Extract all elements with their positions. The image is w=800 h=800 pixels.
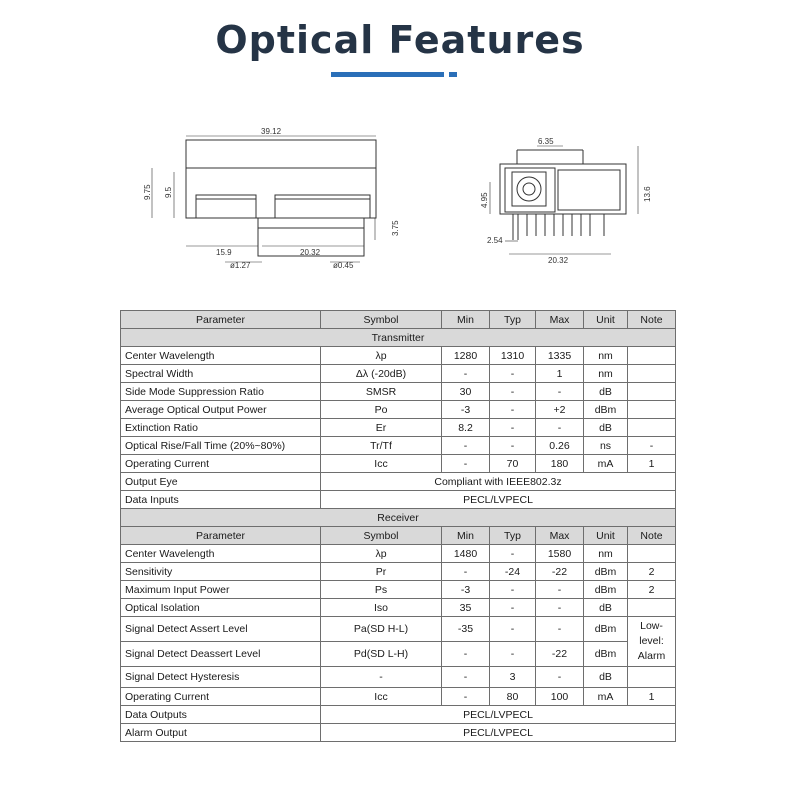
spec-table (120, 310, 676, 742)
cell-typ: - (490, 599, 536, 617)
cell-value: PECL/LVPECL (321, 724, 676, 742)
column-header: Symbol (321, 527, 442, 545)
cell-min: - (442, 455, 490, 473)
cell-param: Average Optical Output Power (121, 401, 321, 419)
cell-max: - (536, 599, 584, 617)
cell-unit: dBm (584, 617, 628, 642)
cell-max: 0.26 (536, 437, 584, 455)
column-header: Parameter (121, 311, 321, 329)
cell-unit: dB (584, 599, 628, 617)
table-row (121, 581, 676, 599)
cell-symbol: Po (321, 401, 442, 419)
cell-symbol: Pa(SD H-L) (321, 617, 442, 642)
cell-symbol: Tr/Tf (321, 437, 442, 455)
column-header: Unit (584, 311, 628, 329)
cell-min: - (442, 437, 490, 455)
cell-max: - (536, 617, 584, 642)
cell-param: Signal Detect Deassert Level (121, 642, 321, 667)
cell-symbol: Icc (321, 455, 442, 473)
cell-value: PECL/LVPECL (321, 706, 676, 724)
column-header: Typ (490, 527, 536, 545)
cell-param: Operating Current (121, 688, 321, 706)
cell-min: 1280 (442, 347, 490, 365)
table-row (121, 545, 676, 563)
cell-note: Low-level: Alarm (628, 617, 676, 667)
dim-port-height: 4.95 (480, 192, 489, 208)
cell-param: Optical Rise/Fall Time (20%~80%) (121, 437, 321, 455)
cell-param: Alarm Output (121, 724, 321, 742)
cell-symbol: Ps (321, 581, 442, 599)
cell-symbol: λp (321, 347, 442, 365)
cell-param: Output Eye (121, 473, 321, 491)
cell-param: Optical Isolation (121, 599, 321, 617)
cell-max: - (536, 419, 584, 437)
table-row (121, 688, 676, 706)
cell-note (628, 365, 676, 383)
cell-max: 180 (536, 455, 584, 473)
table-header-row (121, 527, 676, 545)
cell-note: 1 (628, 455, 676, 473)
cell-param: Spectral Width (121, 365, 321, 383)
cell-unit: dBm (584, 642, 628, 667)
cell-param: Center Wavelength (121, 545, 321, 563)
table-row (121, 667, 676, 688)
front-view (490, 146, 638, 254)
dim-pins: 20.32 (300, 248, 321, 257)
cell-min: - (442, 642, 490, 667)
cell-typ: - (490, 365, 536, 383)
table-row (121, 706, 676, 724)
column-header: Max (536, 527, 584, 545)
cell-param: Data Outputs (121, 706, 321, 724)
cell-typ: 70 (490, 455, 536, 473)
cell-symbol: - (321, 667, 442, 688)
cell-min: 35 (442, 599, 490, 617)
table-row (121, 617, 676, 642)
cell-param: Side Mode Suppression Ratio (121, 383, 321, 401)
section-transmitter (121, 329, 676, 347)
cell-unit: nm (584, 545, 628, 563)
page-title: Optical Features (215, 18, 585, 62)
column-header: Note (628, 527, 676, 545)
cell-symbol: SMSR (321, 383, 442, 401)
cell-value: Compliant with IEEE802.3z (321, 473, 676, 491)
cell-note (628, 383, 676, 401)
table-row (121, 473, 676, 491)
cell-min: - (442, 563, 490, 581)
cell-note (628, 545, 676, 563)
cell-note (628, 599, 676, 617)
table-row (121, 724, 676, 742)
table-row (121, 563, 676, 581)
cell-max: - (536, 383, 584, 401)
cell-typ: -24 (490, 563, 536, 581)
table-row (121, 455, 676, 473)
table-row (121, 491, 676, 509)
column-header: Min (442, 527, 490, 545)
cell-note: 2 (628, 563, 676, 581)
dim-pin-span: 20.32 (548, 256, 569, 265)
cell-typ: - (490, 437, 536, 455)
cell-symbol: Er (321, 419, 442, 437)
column-header: Unit (584, 527, 628, 545)
cell-typ: - (490, 383, 536, 401)
cell-typ: 1310 (490, 347, 536, 365)
cell-symbol: Δλ (-20dB) (321, 365, 442, 383)
cell-typ: - (490, 581, 536, 599)
section-receiver (121, 509, 676, 527)
cell-min: - (442, 667, 490, 688)
table-row (121, 419, 676, 437)
cell-symbol: Iso (321, 599, 442, 617)
cell-note (628, 667, 676, 688)
table-row (121, 599, 676, 617)
table-header-row (121, 311, 676, 329)
cell-value: PECL/LVPECL (321, 491, 676, 509)
cell-min: - (442, 365, 490, 383)
column-header: Min (442, 311, 490, 329)
cell-param: Center Wavelength (121, 347, 321, 365)
cell-unit: dB (584, 667, 628, 688)
cell-param: Data Inputs (121, 491, 321, 509)
cell-symbol: Icc (321, 688, 442, 706)
cell-typ: 80 (490, 688, 536, 706)
cell-param: Signal Detect Assert Level (121, 617, 321, 642)
side-view (152, 136, 376, 262)
dim-top-width: 6.35 (538, 137, 554, 146)
cell-max: 1580 (536, 545, 584, 563)
cell-max: - (536, 667, 584, 688)
cell-typ: - (490, 401, 536, 419)
cell-typ: - (490, 642, 536, 667)
column-header: Note (628, 311, 676, 329)
section-transmitter-label: Transmitter (121, 329, 676, 347)
cell-typ: 3 (490, 667, 536, 688)
cell-unit: nm (584, 347, 628, 365)
cell-min: -35 (442, 617, 490, 642)
column-header: Max (536, 311, 584, 329)
dim-height-inner: 9.5 (164, 186, 173, 198)
dim-total-length: 39.12 (261, 127, 282, 136)
cell-unit: ns (584, 437, 628, 455)
cell-note: 2 (628, 581, 676, 599)
cell-min: 1480 (442, 545, 490, 563)
cell-unit: dBm (584, 581, 628, 599)
mechanical-drawing (0, 0, 800, 300)
cell-typ: - (490, 545, 536, 563)
cell-param: Signal Detect Hysteresis (121, 667, 321, 688)
cell-max: -22 (536, 563, 584, 581)
cell-min: 8.2 (442, 419, 490, 437)
cell-param: Sensitivity (121, 563, 321, 581)
cell-param: Operating Current (121, 455, 321, 473)
table-row (121, 347, 676, 365)
dim-pin-dia-right: ø0.45 (333, 261, 354, 270)
cell-unit: mA (584, 455, 628, 473)
dim-pin-pitch: 2.54 (487, 236, 503, 245)
table-row (121, 365, 676, 383)
cell-param: Maximum Input Power (121, 581, 321, 599)
cell-max: -22 (536, 642, 584, 667)
table-row (121, 437, 676, 455)
cell-unit: mA (584, 688, 628, 706)
table-row (121, 642, 676, 667)
cell-max: 100 (536, 688, 584, 706)
cell-max: - (536, 581, 584, 599)
cell-symbol: Pr (321, 563, 442, 581)
cell-note: 1 (628, 688, 676, 706)
cell-min: -3 (442, 401, 490, 419)
cell-note (628, 401, 676, 419)
section-receiver-label: Receiver (121, 509, 676, 527)
cell-symbol: Pd(SD L-H) (321, 642, 442, 667)
cell-symbol: λp (321, 545, 442, 563)
cell-max: 1335 (536, 347, 584, 365)
cell-typ: - (490, 617, 536, 642)
cell-unit: dB (584, 419, 628, 437)
column-header: Typ (490, 311, 536, 329)
cell-note: - (628, 437, 676, 455)
dim-pin-dia-left: ø1.27 (230, 261, 251, 270)
column-header: Symbol (321, 311, 442, 329)
dim-height-outer: 9.75 (143, 184, 152, 200)
cell-unit: dBm (584, 563, 628, 581)
cell-min: - (442, 688, 490, 706)
cell-note (628, 419, 676, 437)
column-header: Parameter (121, 527, 321, 545)
table-row (121, 401, 676, 419)
dim-pin-height: 3.75 (391, 220, 400, 236)
cell-max: +2 (536, 401, 584, 419)
cell-unit: dBm (584, 401, 628, 419)
cell-param: Extinction Ratio (121, 419, 321, 437)
cell-unit: nm (584, 365, 628, 383)
cell-note (628, 347, 676, 365)
table-row (121, 383, 676, 401)
dim-total-height: 13.6 (643, 186, 652, 202)
dim-left: 15.9 (216, 248, 232, 257)
cell-min: -3 (442, 581, 490, 599)
cell-min: 30 (442, 383, 490, 401)
cell-unit: dB (584, 383, 628, 401)
cell-typ: - (490, 419, 536, 437)
cell-max: 1 (536, 365, 584, 383)
